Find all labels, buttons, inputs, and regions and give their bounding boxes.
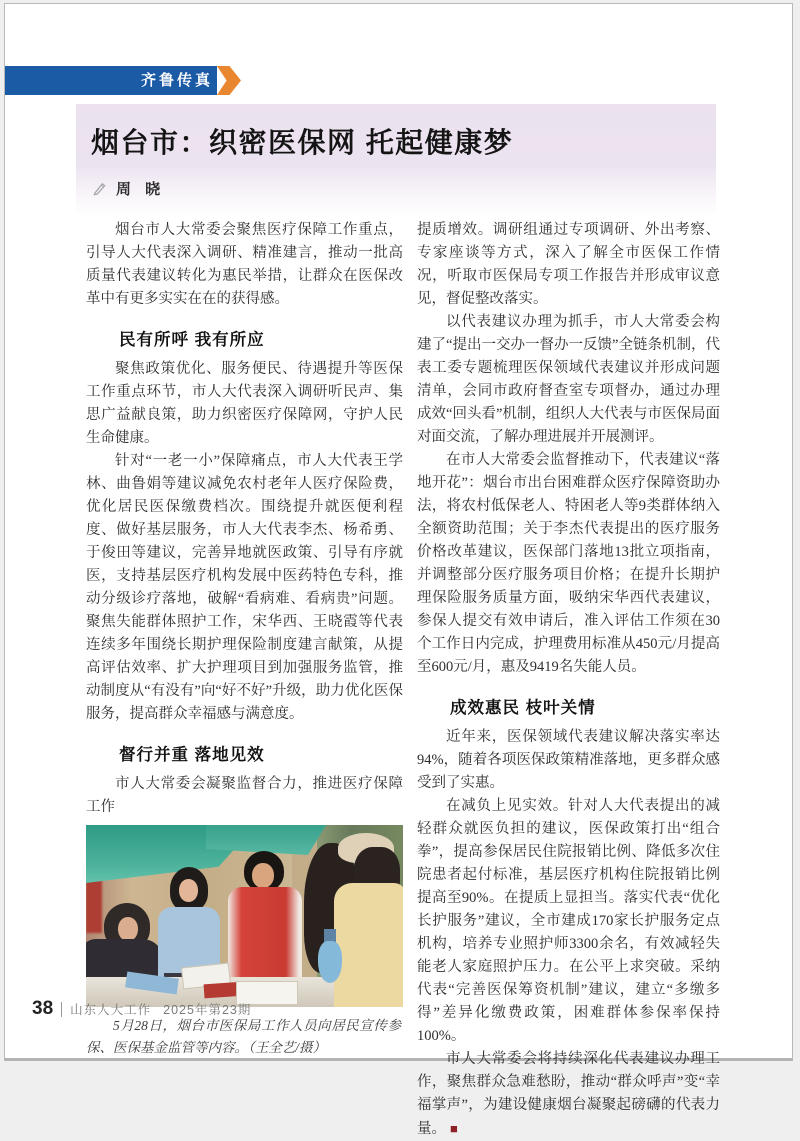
paragraph: 烟台市人大常委会聚焦医疗保障工作重点，引导人大代表深入调研、精准建言，推动一批高质量代表建议转化为惠民举措，让群众在医保改革中有更多实实在在的获得感。	[86, 222, 403, 307]
photo-person3-face	[252, 863, 274, 888]
section-heading: 民有所呼 我有所应	[119, 331, 265, 349]
photo-person1-face	[118, 917, 138, 941]
page-number: 38	[32, 998, 54, 1019]
byline	[92, 178, 165, 198]
journal-issue: 2025年第23期	[163, 1003, 252, 1017]
photo-person2-face	[179, 879, 198, 902]
section-heading: 督行并重 落地见效	[119, 746, 265, 764]
article-end-mark: ■	[450, 1121, 458, 1136]
photo-caption: 5月28日，烟台市医保局工作人员向居民宣传参保、医保基金监管等内容。（王全艺/摄）	[86, 1018, 401, 1055]
paragraph: 聚焦政策优化、服务便民、待遇提升等医保工作重点环节，市人大代表深入调研听民声、集思广益献良策，助力织密医疗保障网，守护人民生命健康。	[86, 361, 403, 446]
paragraph: 以代表建议办理为抓手，市人大常委会构建了“提出一交办一督办一反馈”全链条机制，代表工委专题梳理医保领域代表建议并形成问题清单，会同市政府督查室专项督办，通过办理成效“回头看”机制，组织人大代表与市医保局面对面交流，了解办理进展并开展测评。	[417, 314, 720, 445]
paragraph: 市人大常委会凝聚监督合力，推进医疗保障工作	[86, 776, 403, 815]
paragraph: 近年来，医保领域代表建议解决落实率达94%，随着各项医保政策精准落地，更多群众感受到了实惠。	[417, 729, 720, 791]
page-footer	[32, 997, 251, 1021]
footer-divider	[61, 1002, 62, 1017]
chevron-right-icon	[217, 66, 241, 95]
section-heading: 成效惠民 枝叶关情	[450, 699, 596, 717]
photo-spray-bottle	[318, 941, 342, 983]
magazine-page	[4, 3, 793, 1137]
paragraph: 在减负上见实效。针对人大代表提出的减轻群众就医负担的建议，医保政策打出“组合拳”，提高参保居民住院报销比例、降低多次住院患者起付标准，基层医疗机构住院报销比例提高至90%。在提质上显担当。落实代表“优化长护服务”建议，全市建成170家长护服务定点机构，培养专业照护师3300余名，有效减轻失能老人家庭照护压力。在公平上求突破。采纳代表“完善医保筹资机制”建议，建立“多缴多得”差异化缴费政策，困难群体参保率保持100%。	[417, 798, 720, 1044]
paragraph	[417, 1048, 720, 1141]
journal-name: 山东人大工作	[70, 1003, 152, 1017]
article-title: 烟台市：织密医保网 托起健康梦	[91, 127, 514, 158]
photo-person5-yellow-coat	[334, 883, 403, 1007]
pencil-icon	[92, 181, 107, 196]
title-block	[76, 104, 716, 216]
author-name: 周 晓	[116, 180, 166, 198]
section-band-label: 齐鲁传真	[140, 72, 213, 89]
section-band	[5, 66, 217, 95]
paragraph: 提质增效。调研组通过专项调研、外出考察、专家座谈等方式，深入了解全市医保工作情况，听取市医保局专项工作报告并形成审议意见，督促整改落实。	[417, 222, 720, 307]
news-photo	[86, 825, 403, 1007]
paragraph: 在市人大常委会监督推动下，代表建议“落地开花”：烟台市出台困难群众医疗保障资助办法，将农村低保老人、特困老人等9类群体纳入全额资助范围；关于李杰代表提出的医疗服务价格改革建议，医保部门落地13批立项指南，并调整部分医疗服务项目价格；在提升长期护理保险服务质量方面，吸纳宋华西代表建议，参保人提交有效申请后，准入评估工作须在30个工作日内完成，护理费用标准从450元/月提高至600元/月，惠及9419名失能人员。	[417, 452, 720, 675]
paragraph: 针对“一老一小”保障痛点，市人大代表王学林、曲鲁娟等建议减免农村老年人医疗保险费，优化居民医保缴费档次。围绕提升就医便利程度、做好基层服务，市人大代表李杰、杨希勇、于俊田等建议，完善异地就医政策、引导有序就医，支持基层医疗机构发展中医药特色专科，推动分级诊疗落地，破解“看病难、看病贵”问题。聚焦失能群体照护工作，宋华西、王晓霞等代表连续多年围绕长期护理保险制度建言献策，从提高评估效率、扩大护理项目到加强服务监管，推动制度从“有没有”向“好不好”升级，助力优化医保服务，提高群众幸福感与满意度。	[86, 453, 403, 722]
paragraph-text: 市人大常委会将持续深化代表建议办理工作，聚焦群众急难愁盼，推动“群众呼声”变“幸福掌声”，为建设健康烟台凝聚起磅礴的代表力量。	[417, 1051, 720, 1137]
right-column	[417, 219, 720, 1141]
